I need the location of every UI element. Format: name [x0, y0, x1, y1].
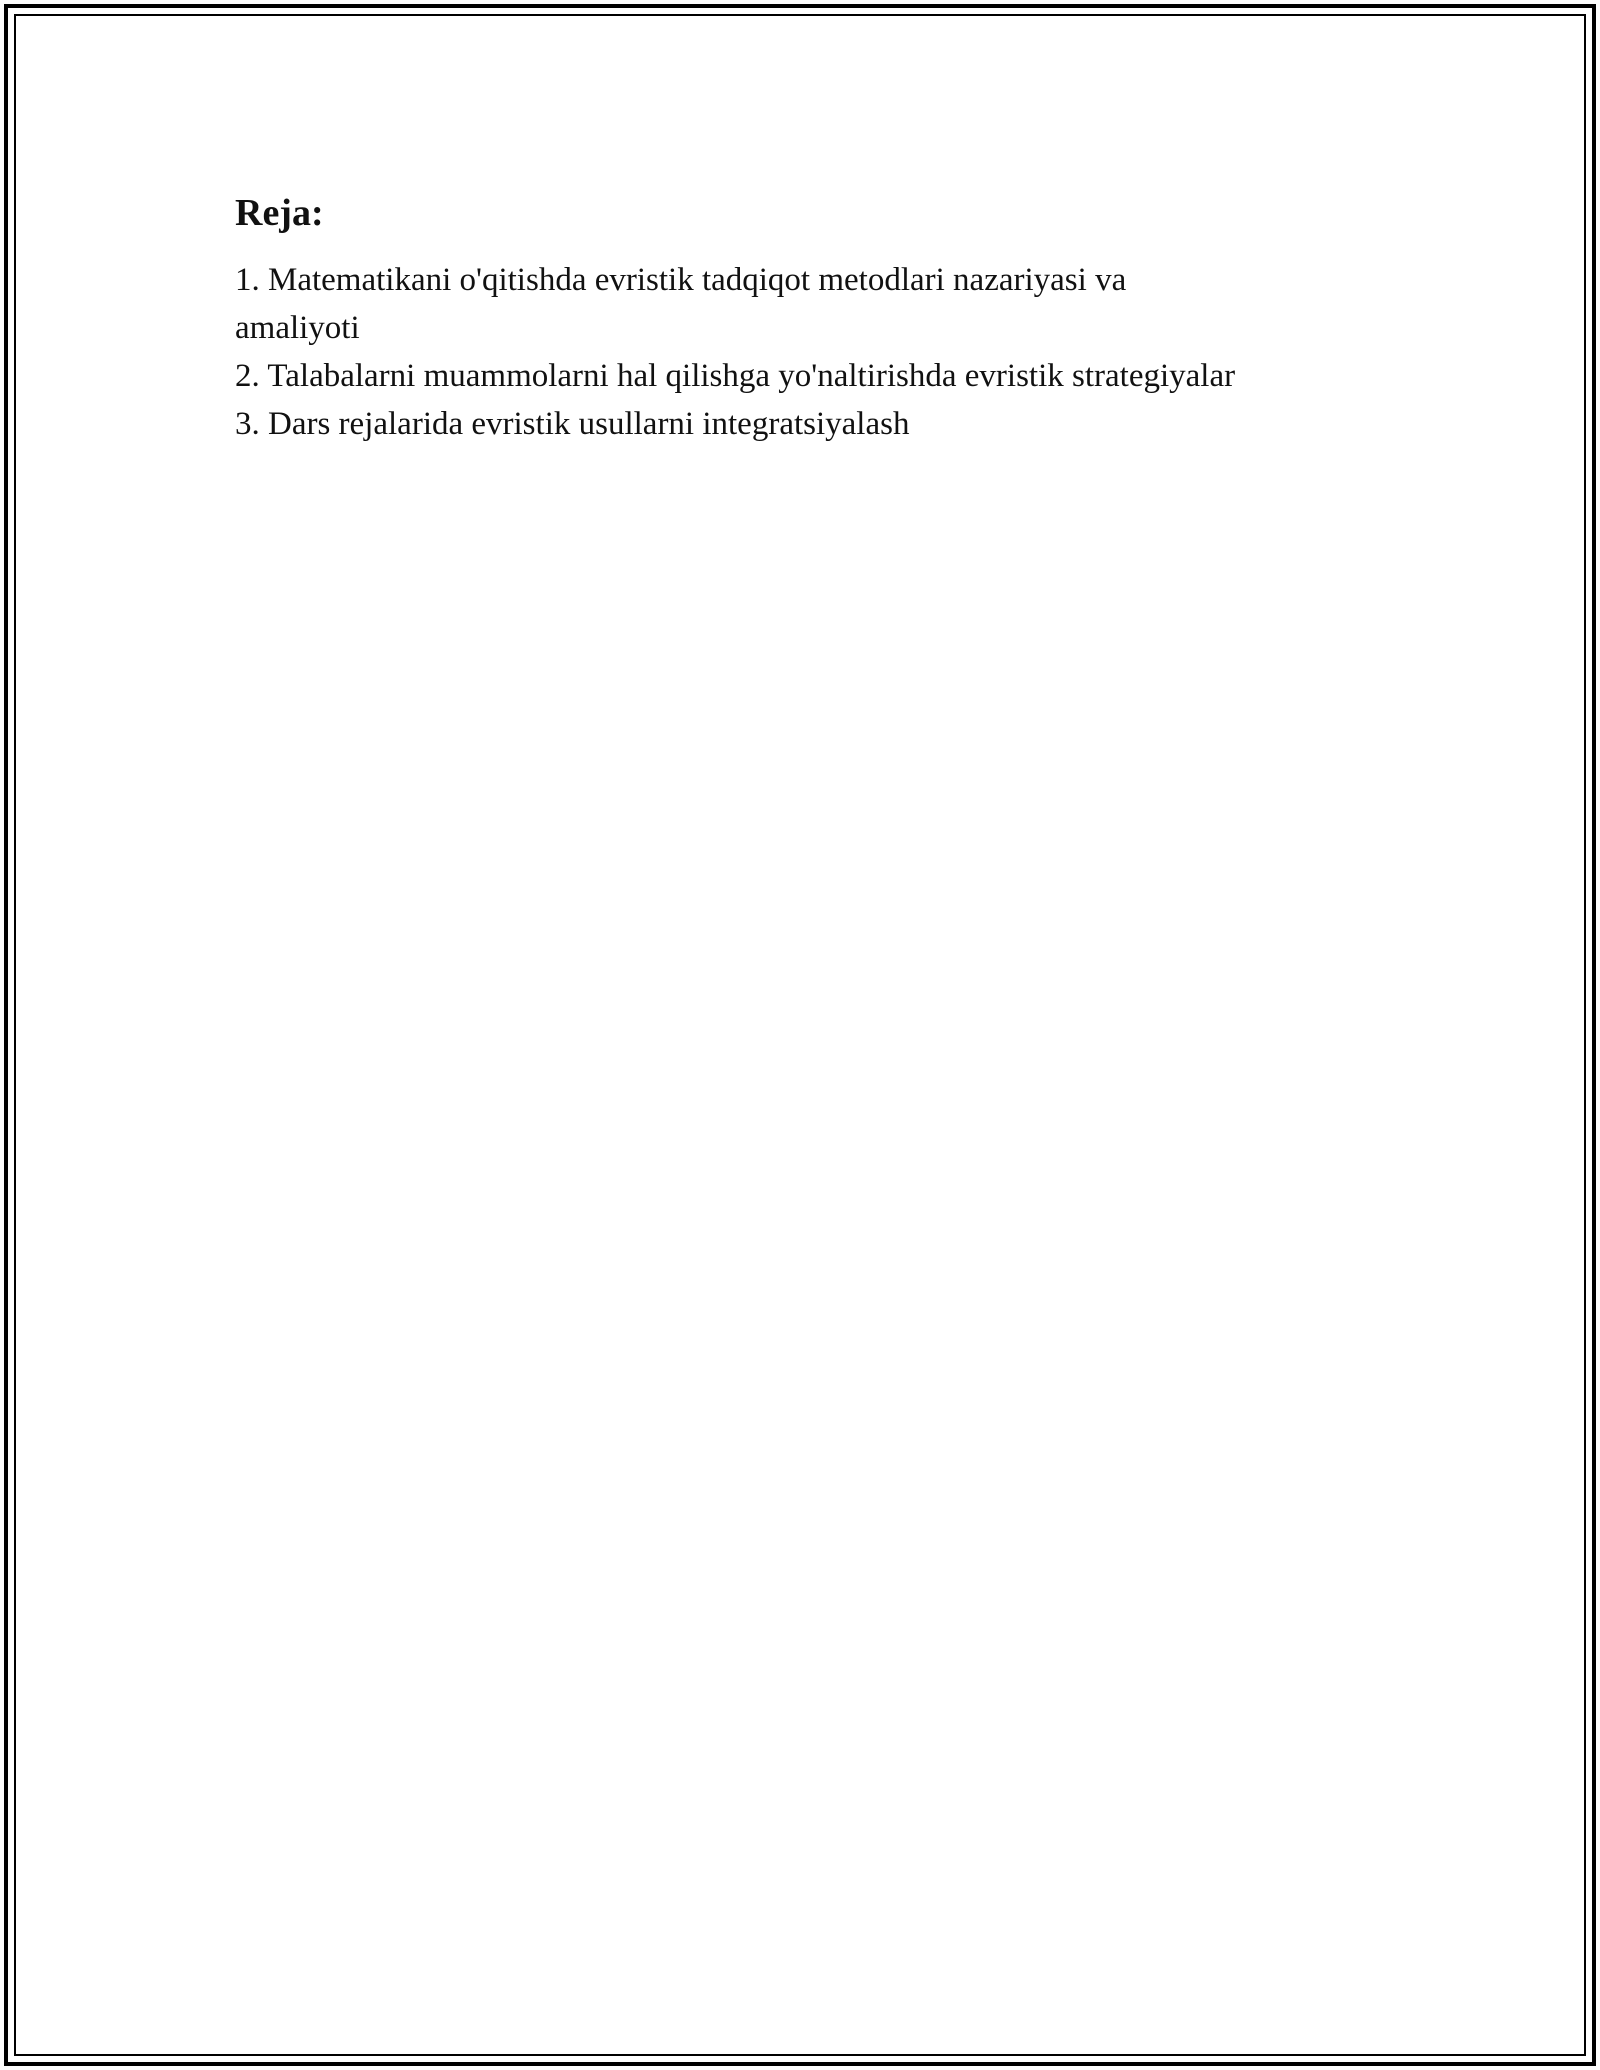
plan-item-1: 1. Matematikani o'qitishda evristik tadqiqot metodlari nazariyasi va amaliyoti: [235, 262, 1127, 346]
plan-heading: Reja:: [235, 192, 324, 234]
plan-list: [235, 256, 1395, 448]
document-content: [235, 188, 1395, 448]
plan-item-2: 2. Talabalarni muammolarni hal qilishga yo'naltirishda evristik strategiyalar: [235, 358, 1236, 394]
plan-item-3: 3. Dars rejalarida evristik usullarni integratsiyalash: [235, 406, 910, 442]
